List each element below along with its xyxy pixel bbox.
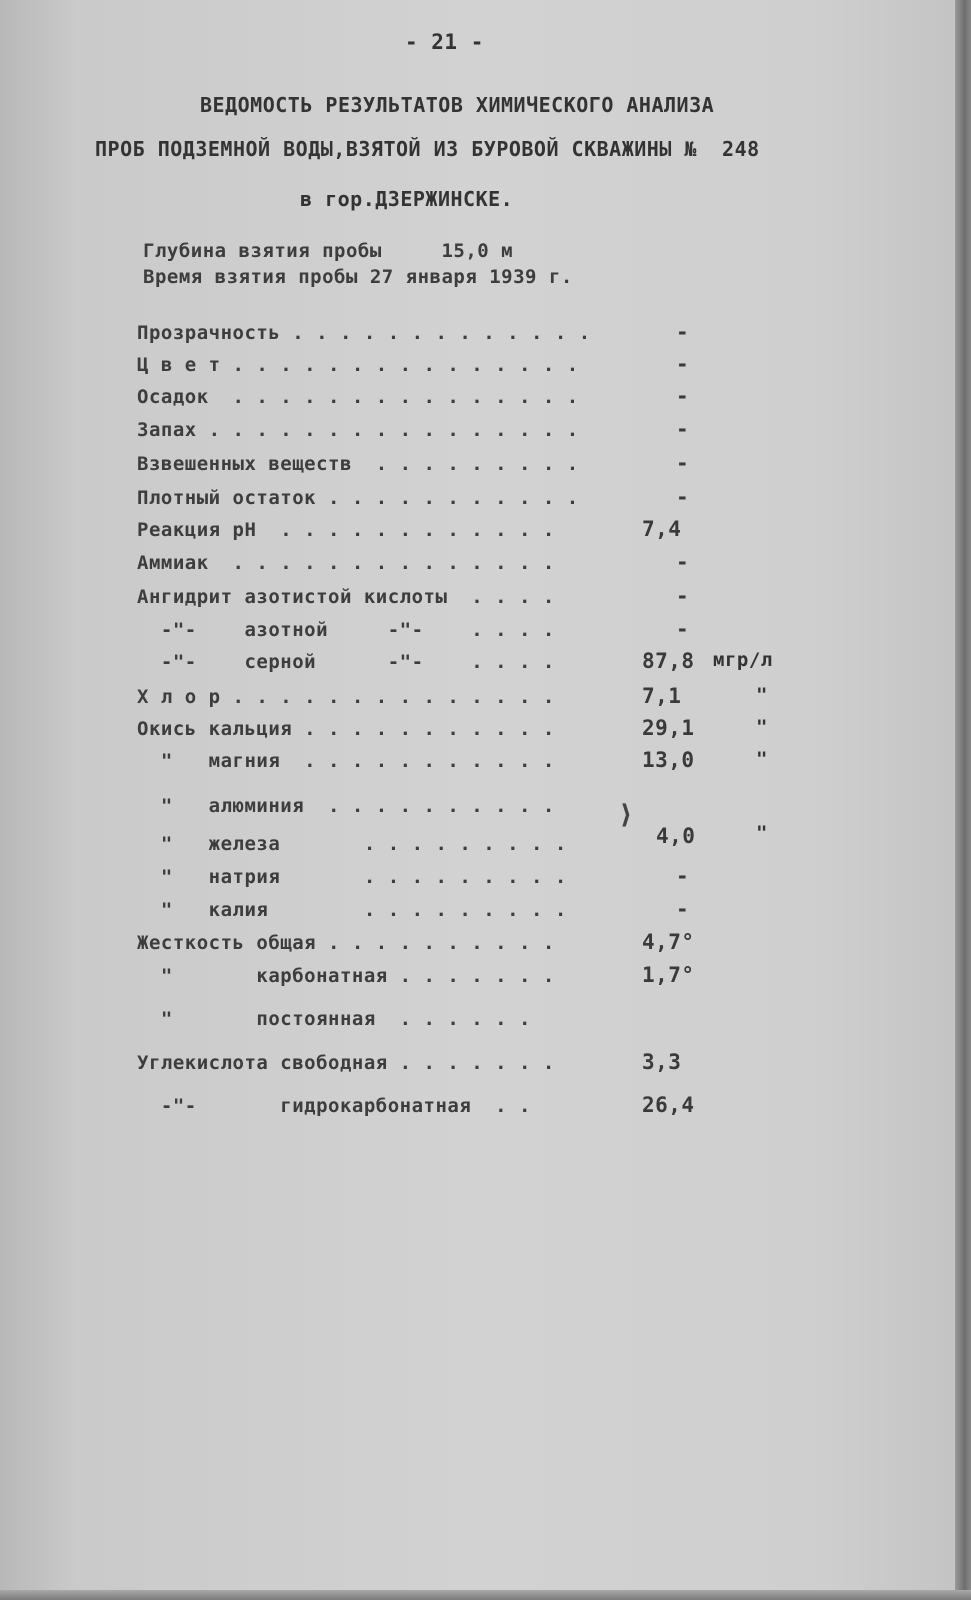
title-line-3: в гор.ДЗЕРЖИНСКЕ. — [300, 187, 514, 211]
row-label: " магния . . . . . . . . . . . — [137, 750, 555, 772]
combined-brace: ⟩ — [618, 800, 634, 830]
row-label: Ц в е т . . . . . . . . . . . . . . . — [137, 354, 579, 376]
row-value: 29,1 — [642, 716, 695, 740]
row-value: 26,4 — [642, 1093, 695, 1117]
row-label: -"- серной -"- . . . . — [137, 651, 555, 673]
combined-value: 4,0 — [656, 824, 696, 848]
row-label: " алюминия . . . . . . . . . . — [137, 795, 555, 817]
row-value: 4,7° — [642, 930, 695, 954]
row-value: - — [676, 897, 690, 921]
row-value: 3,3 — [642, 1050, 682, 1074]
row-value: - — [676, 550, 690, 574]
row-value: 87,8 — [642, 649, 695, 673]
row-label: Жесткость общая . . . . . . . . . . — [137, 932, 555, 954]
row-value: - — [676, 352, 690, 376]
row-unit: " — [756, 716, 768, 738]
page-edge-shadow — [955, 0, 971, 1600]
row-label: Плотный остаток . . . . . . . . . . . — [137, 487, 579, 509]
row-label: Осадок . . . . . . . . . . . . . . . — [137, 386, 579, 408]
row-unit: мгр/л — [713, 649, 773, 671]
row-label: Окись кальция . . . . . . . . . . . — [137, 718, 555, 740]
row-label: Прозрачность . . . . . . . . . . . . . — [137, 322, 591, 344]
page-number: - 21 - — [405, 30, 484, 54]
row-value: - — [676, 451, 690, 475]
row-value: 7,1 — [642, 684, 682, 708]
sample-time: Время взятия пробы 27 января 1939 г. — [143, 266, 573, 288]
row-label: Взвешенных веществ . . . . . . . . . — [137, 453, 579, 475]
row-label: " железа . . . . . . . . . — [137, 833, 567, 855]
row-label: " натрия . . . . . . . . . — [137, 866, 567, 888]
row-value: 7,4 — [642, 517, 682, 541]
page-bottom-edge — [0, 1590, 971, 1600]
row-label: " постоянная . . . . . . — [137, 1008, 531, 1030]
row-label: Х л о р . . . . . . . . . . . . . . — [137, 686, 555, 708]
row-value: - — [676, 485, 690, 509]
combined-unit: " — [756, 822, 768, 844]
row-label: -"- азотной -"- . . . . — [137, 619, 555, 641]
row-value: 1,7° — [642, 963, 695, 987]
row-value: - — [676, 584, 690, 608]
row-label: " карбонатная . . . . . . . — [137, 965, 555, 987]
row-label: Ангидрит азотистой кислоты . . . . — [137, 586, 555, 608]
title-line-1: ВЕДОМОСТЬ РЕЗУЛЬТАТОВ ХИМИЧЕСКОГО АНАЛИЗА — [200, 93, 715, 117]
sample-depth: Глубина взятия пробы 15,0 м — [143, 240, 514, 262]
row-unit: " — [756, 748, 768, 770]
row-label: Запах . . . . . . . . . . . . . . . . — [137, 419, 579, 441]
row-value: - — [676, 384, 690, 408]
row-value: - — [676, 320, 690, 344]
row-value: - — [676, 864, 690, 888]
title-line-2: ПРОБ ПОДЗЕМНОЙ ВОДЫ,ВЗЯТОЙ ИЗ БУРОВОЙ СКВАЖИНЫ № 248 — [95, 137, 760, 161]
row-label: Реакция рН . . . . . . . . . . . . — [137, 519, 555, 541]
row-label: " калия . . . . . . . . . — [137, 899, 567, 921]
row-value: - — [676, 617, 690, 641]
row-unit: " — [756, 684, 768, 706]
row-label: Аммиак . . . . . . . . . . . . . . — [137, 552, 555, 574]
row-label: Углекислота свободная . . . . . . . — [137, 1052, 555, 1074]
row-value: - — [676, 417, 690, 441]
row-value: 13,0 — [642, 748, 695, 772]
row-label: -"- гидрокарбонатная . . — [137, 1095, 531, 1117]
